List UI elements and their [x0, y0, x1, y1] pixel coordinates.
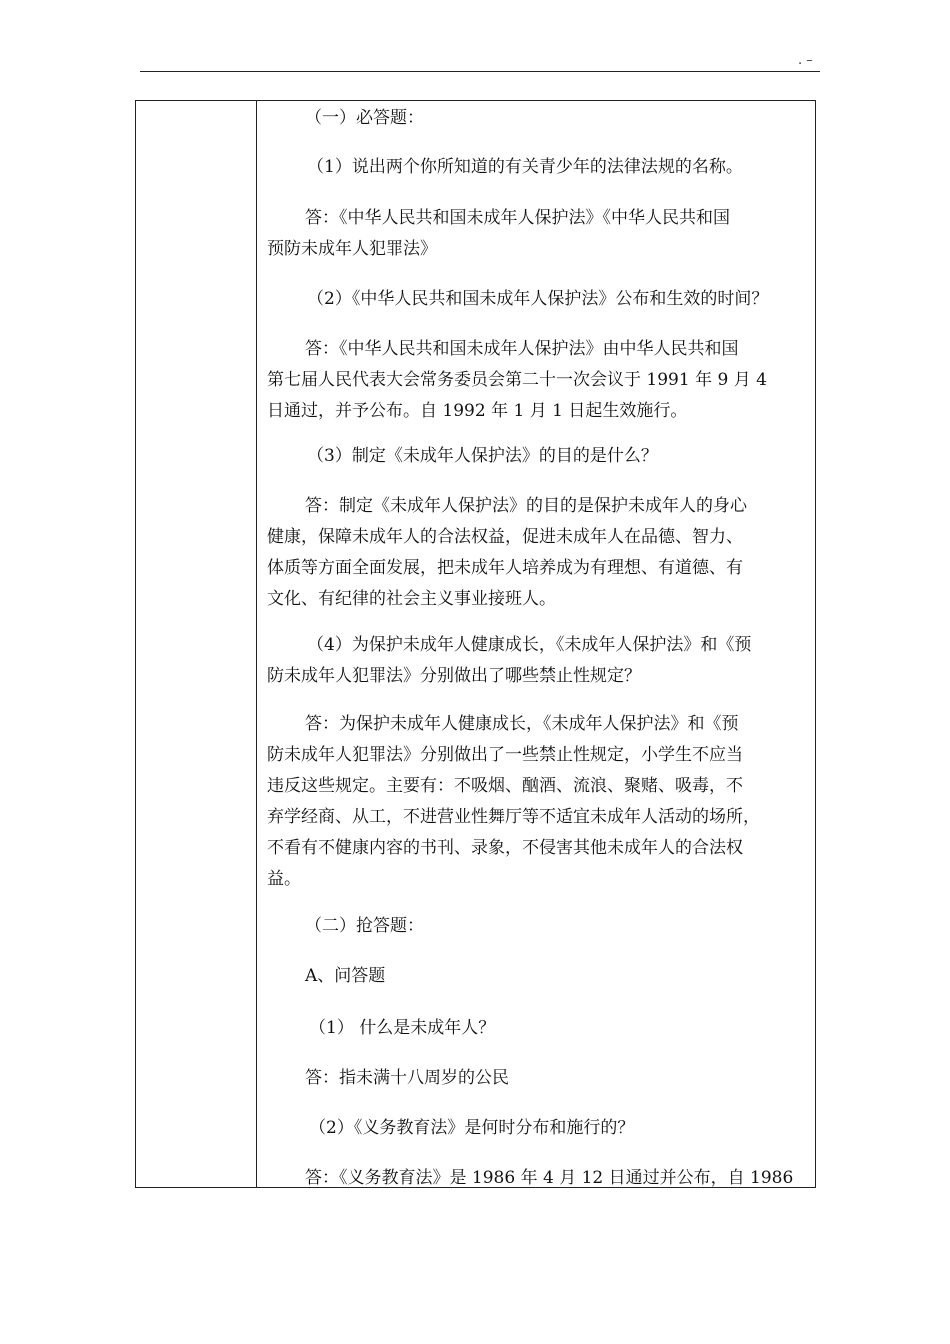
question-5: （1） 什么是未成年人？ [309, 1018, 496, 1038]
content-table [135, 100, 816, 1188]
answer-4-line-6: 益。 [267, 869, 301, 889]
answer-4-line-4: 弃学经商、从工，不进营业性舞厅等不适宜未成年人活动的场所， [267, 807, 760, 827]
section-title-quick: （二）抢答题： [305, 916, 424, 936]
answer-4-line-2: 防未成年人犯罪法》分别做出了一些禁止性规定，小学生不应当 [267, 745, 743, 765]
answer-2-line-2: 第七届人民代表大会常务委员会第二十一次会议于 1991 年 9 月 4 [267, 370, 767, 390]
question-4-line-2: 防未成年人犯罪法》分别做出了哪些禁止性规定？ [267, 666, 641, 686]
header-rule [140, 71, 820, 72]
answer-3-line-3: 体质等方面全面发展，把未成年人培养成为有理想、有道德、有 [267, 558, 743, 578]
question-2: （2）《中华人民共和国未成年人保护法》公布和生效的时间？ [307, 289, 769, 309]
table-right-column [257, 101, 815, 1187]
answer-2-line-1: 答：《中华人民共和国未成年人保护法》由中华人民共和国 [305, 339, 739, 359]
answer-3-line-4: 文化、有纪律的社会主义事业接班人。 [267, 589, 556, 609]
answer-5: 答：指未满十八周岁的公民 [305, 1068, 509, 1088]
answer-1-line-1: 答：《中华人民共和国未成年人保护法》《中华人民共和国 [305, 208, 730, 228]
question-6: （2）《义务教育法》是何时分布和施行的？ [309, 1118, 635, 1138]
section-title-required: （一）必答题： [305, 108, 424, 128]
header-mark: . – [798, 53, 813, 68]
answer-6: 答：《义务教育法》是 1986 年 4 月 12 日通过并公布，自 1986 [305, 1168, 794, 1188]
answer-4-line-1: 答：为保护未成年人健康成长，《未成年人保护法》和《预 [305, 714, 739, 734]
answer-4-line-3: 违反这些规定。主要有：不吸烟、酗酒、流浪、聚赌、吸毒，不 [267, 776, 743, 796]
subsection-a-title: A、问答题 [305, 966, 386, 986]
question-3: （3）制定《未成年人保护法》的目的是什么？ [307, 446, 658, 466]
answer-2-line-3: 日通过，并予公布。自 1992 年 1 月 1 日起生效施行。 [267, 401, 688, 421]
answer-1-line-2: 预防未成年人犯罪法》 [267, 239, 437, 259]
answer-4-line-5: 不看有不健康内容的书刊、录象，不侵害其他未成年人的合法权 [267, 838, 743, 858]
question-4-line-1: （4）为保护未成年人健康成长，《未成年人保护法》和《预 [307, 635, 752, 655]
question-1: （1）说出两个你所知道的有关青少年的法律法规的名称。 [307, 157, 743, 177]
answer-3-line-1: 答：制定《未成年人保护法》的目的是保护未成年人的身心 [305, 496, 747, 516]
answer-3-line-2: 健康，保障未成年人的合法权益，促进未成年人在品德、智力、 [267, 527, 743, 547]
table-left-column [136, 101, 257, 1187]
